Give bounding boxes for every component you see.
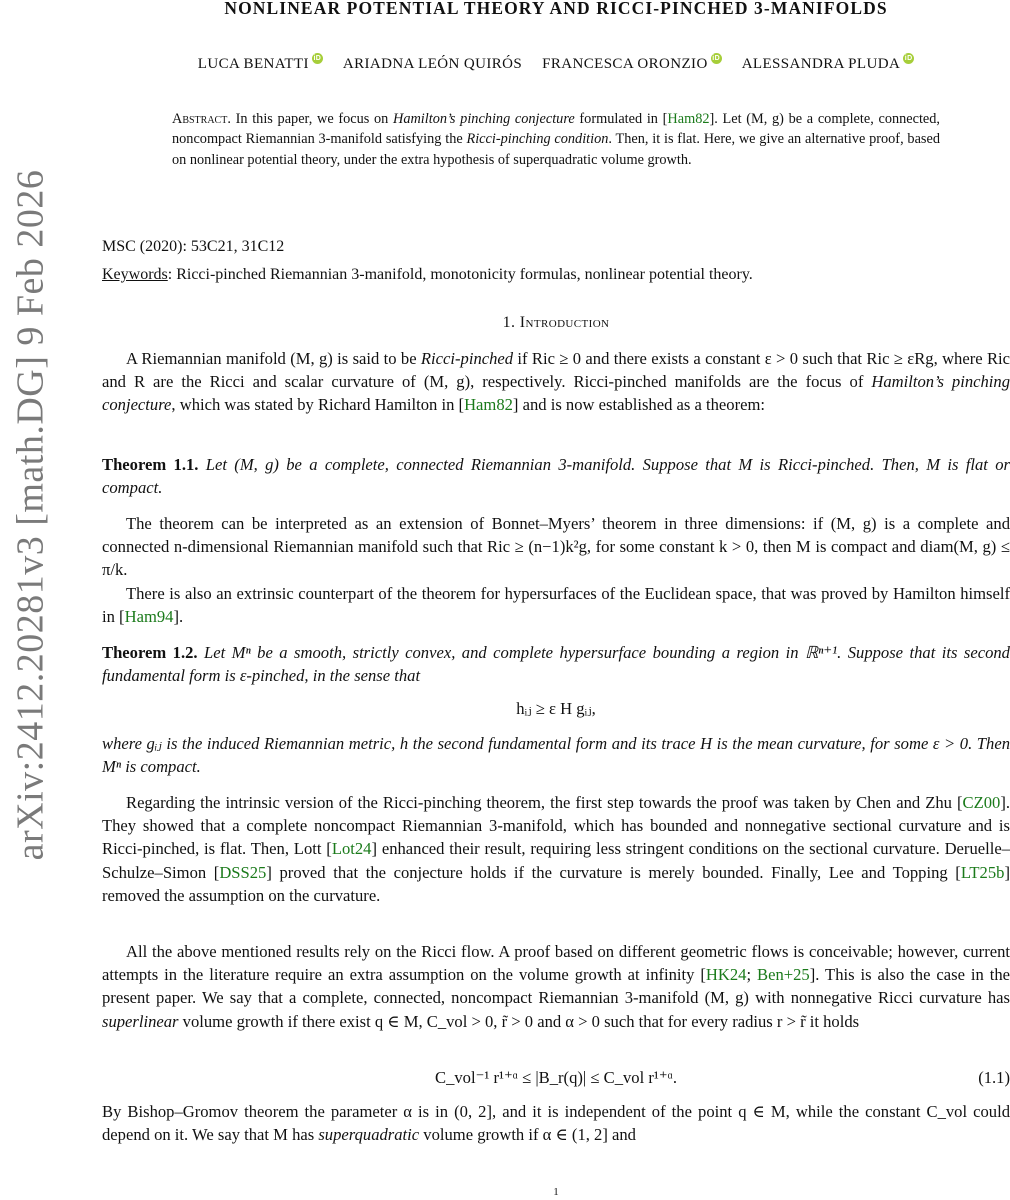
- text: ;: [746, 965, 758, 985]
- display-equation: hᵢⱼ ≥ ε H gᵢⱼ,: [516, 699, 596, 718]
- citation-link[interactable]: DSS25: [219, 862, 267, 882]
- paragraph: The theorem can be interpreted as an extension of Bonnet–Myers’ theorem in three dimensions: if (M, g) is a complete and connected n-dimensional Riemannian manifold such that Ric ≥ (n−1)k²g, for some constant k > 0, then M is compact and diam(M, g) ≤ π/k.: [102, 514, 1010, 580]
- equation-body: C_vol⁻¹ r¹⁺ᵅ ≤ |B_r(q)| ≤ C_vol r¹⁺ᵅ.: [435, 1068, 677, 1087]
- citation-link[interactable]: HK24: [705, 965, 747, 985]
- theorem-body: Let Mⁿ be a smooth, strictly convex, and complete hypersurface bounding a region in ℝⁿ⁺¹. Suppose that its second fundamental form is ε-pinched, in the sense that: [102, 643, 1010, 686]
- theorem-continuation: where gᵢⱼ is the induced Riemannian metric, h the second fundamental form and its trace H is the mean curvature, for some ε > 0. Then Mⁿ is compact.: [102, 734, 1010, 777]
- text: if Ric ≥ 0 and there exists a constant ε > 0 such that Ric ≥ εRg, where Ric and R are the Ricci and scalar curvature of (M, g), respectively. Ricci-pinched manifolds are the focus of: [102, 349, 1010, 392]
- citation-link[interactable]: CZ00: [962, 793, 1001, 812]
- citation-link[interactable]: Ham94: [124, 607, 174, 627]
- abstract-label: Abstract.: [172, 111, 231, 127]
- text: ] proved that the conjecture holds if the curvature is merely bounded. Finally, Lee and Topping [: [266, 862, 961, 882]
- theorem: [102, 641, 1010, 687]
- author: [542, 56, 722, 73]
- citation-link[interactable]: LT25b: [960, 862, 1005, 882]
- paragraph: [102, 347, 1010, 417]
- orcid-icon[interactable]: iD: [712, 55, 721, 62]
- msc-classification: MSC (2020): 53C21, 31C12: [102, 238, 285, 255]
- text: A Riemannian manifold (M, g) is said to be: [126, 349, 421, 368]
- theorem-label: Theorem 1.1.: [102, 455, 199, 474]
- paragraph: [102, 582, 1010, 628]
- theorem-body: Let (M, g) be a complete, connected Riemannian 3-manifold. Suppose that M is Ricci-pinched. Then, M is flat or compact.: [102, 455, 1010, 498]
- abstract-text: . Then, it is flat. Here, we give an alternative proof, based on nonlinear potential theory, under the extra hypothesis of superquadratic volume growth.: [172, 131, 940, 168]
- author: [198, 56, 323, 73]
- abstract-text: In this paper, we focus on: [230, 111, 393, 127]
- section-heading: 1. Introduction: [502, 314, 610, 331]
- text: ]. This is also the case in the present paper. We say that a complete, connected, noncompact Riemannian 3-manifold (M, g) with nonnegative Ricci curvature has: [102, 965, 1010, 1008]
- author: [742, 56, 915, 73]
- numbered-equation: [102, 1068, 1010, 1088]
- citation-link[interactable]: Ben+25: [757, 965, 810, 985]
- abstract-emphasis: Hamilton’s pinching conjecture: [393, 111, 575, 127]
- emphasis: Hamilton’s pinching conjecture: [102, 372, 1010, 415]
- theorem-label: Theorem 1.2.: [102, 643, 198, 662]
- author-name: ARIADNA LEÓN QUIRÓS: [342, 56, 523, 72]
- text: volume growth if there exist q ∈ M, C_vol > 0, r̃ > 0 and α > 0 such that for every radius r > r̃ it holds: [178, 1011, 860, 1031]
- text: , which was stated by Richard Hamilton in [: [171, 395, 465, 415]
- text: ] enhanced their result, requiring less stringent conditions on the sectional curvature. Deruelle–Schulze–Simon [: [102, 839, 1010, 882]
- author-name: LUCA BENATTI: [197, 56, 309, 72]
- citation-link[interactable]: Ham82: [667, 111, 710, 127]
- orcid-icon[interactable]: iD: [904, 55, 913, 62]
- citation-link[interactable]: Ham82: [464, 395, 513, 415]
- keywords: [102, 266, 1010, 284]
- author-name: FRANCESCA ORONZIO: [542, 56, 708, 72]
- paragraph: [102, 1100, 1010, 1146]
- text: Regarding the intrinsic version of the Ricci-pinching theorem, the first step towards the proof was taken by Chen and Zhu [: [126, 793, 963, 812]
- author: [343, 56, 522, 73]
- equation-number: (1.1): [978, 1068, 1010, 1087]
- abstract: [172, 109, 940, 170]
- text: volume growth if α ∈ (1, 2] and: [419, 1125, 636, 1145]
- abstract-text: ]. Let (M, g) be a complete, connected, noncompact Riemannian 3-manifold satisfying the: [172, 111, 941, 148]
- paper-title: NONLINEAR POTENTIAL THEORY AND RICCI-PINCHED 3-MANIFOLDS: [224, 0, 888, 18]
- emphasis: superquadratic: [318, 1125, 420, 1145]
- text: All the above mentioned results rely on the Ricci flow. A proof based on different geometric flows is conceivable; however, current attempts in the literature require an extra assumption on the volume growth at infinity [: [102, 942, 1010, 985]
- author-name: ALESSANDRA PLUDA: [741, 56, 901, 72]
- arxiv-identifier: arXiv:2412.20281v3 [math.DG] 9 Feb 2026: [9, 169, 52, 861]
- arxiv-stamp: [0, 160, 60, 870]
- author-list: [102, 56, 1010, 73]
- text: ]. They showed that a complete noncompact Riemannian 3-manifold, which has bounded and nonnegative sectional curvature and is Ricci-pinched, is flat. Then, Lott [: [102, 793, 1010, 859]
- orcid-icon[interactable]: iD: [313, 55, 322, 62]
- citation-link[interactable]: Lot24: [331, 839, 372, 859]
- text: There is also an extrinsic counterpart of the theorem for hypersurfaces of the Euclidean space, that was proved by Hamilton himself in [: [102, 584, 1010, 627]
- page-number: 1: [553, 1186, 559, 1198]
- abstract-emphasis: Ricci-pinching condition: [466, 131, 609, 148]
- theorem: [102, 453, 1010, 499]
- text: ] and is now established as a theorem:: [512, 395, 765, 415]
- text: ] removed the assumption on the curvature.: [102, 862, 1010, 905]
- keywords-label: Keywords: [102, 266, 168, 283]
- keywords-text: : Ricci-pinched Riemannian 3-manifold, monotonicity formulas, nonlinear potential theory.: [167, 266, 753, 283]
- emphasis: superlinear: [102, 1011, 179, 1031]
- text: By Bishop–Gromov theorem the parameter α is in (0, 2], and it is independent of the point q ∈ M, while the constant C_vol could depend on it. We say that M has: [102, 1102, 1010, 1145]
- paragraph: [102, 791, 1010, 907]
- text: ].: [173, 607, 184, 627]
- abstract-text: formulated in [: [574, 111, 668, 127]
- paragraph: [102, 940, 1010, 1033]
- emphasis: Ricci-pinched: [420, 349, 514, 368]
